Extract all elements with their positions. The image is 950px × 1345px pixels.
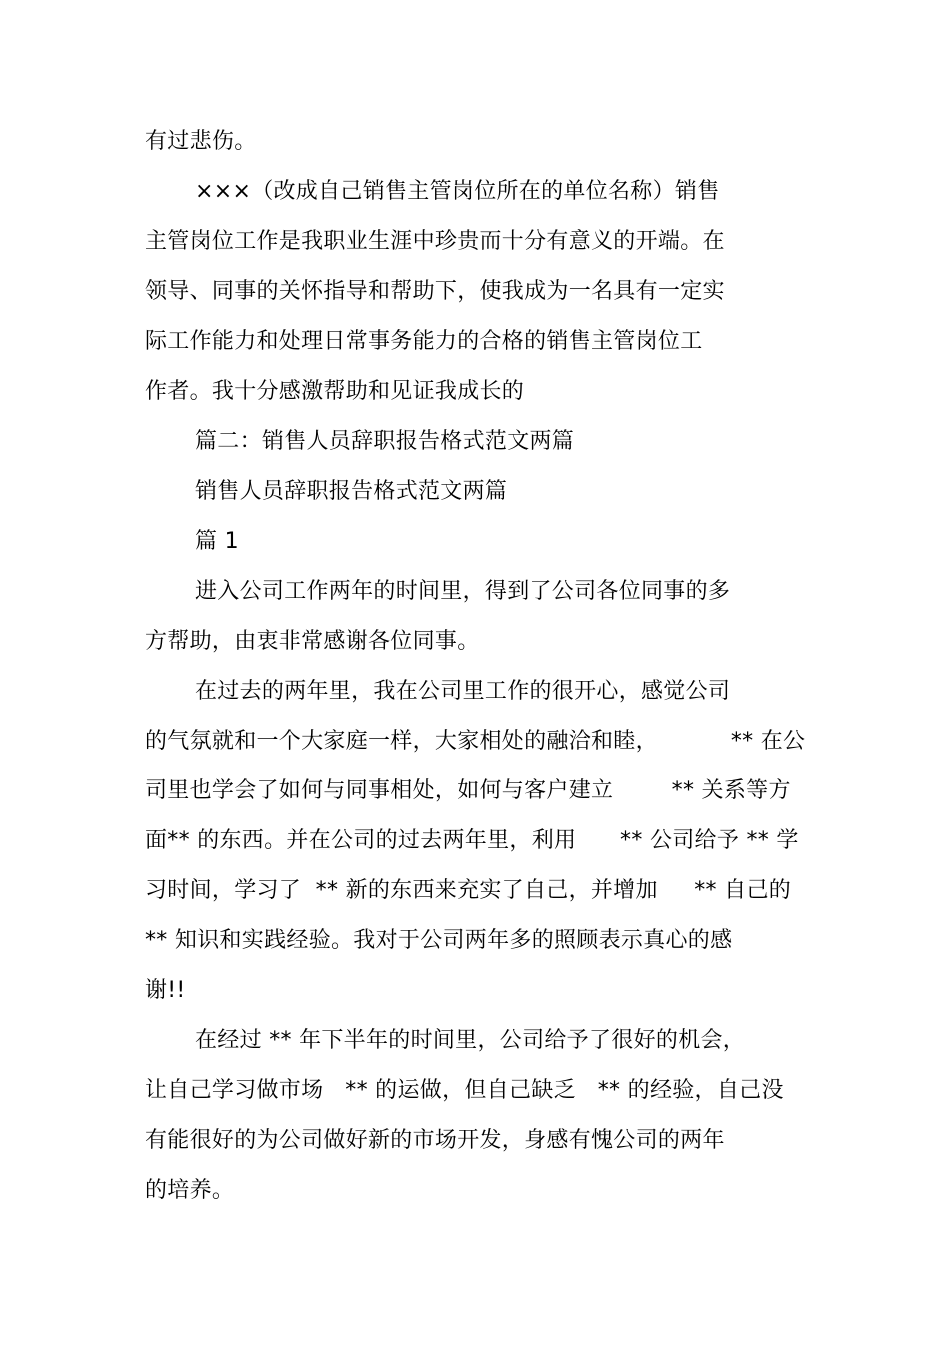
text-line: 际工作能力和处理日常事务能力的合格的销售主管岗位工 — [145, 329, 703, 354]
text-line: 有能很好的为公司做好新的市场开发，身感有愧公司的两年 — [145, 1128, 725, 1153]
text-line: 司里也学会了如何与同事相处，如何与客户建立 ** 关系等方 — [145, 778, 791, 803]
text-line: ** 知识和实践经验。我对于公司两年多的照顾表示真心的感 — [145, 928, 733, 953]
section-heading: 篇二：销售人员辞职报告格式范文两篇 — [195, 429, 575, 454]
text-line: ×××（改成自己销售主管岗位所在的单位名称）销售 — [195, 179, 720, 204]
text-line: 主管岗位工作是我职业生涯中珍贵而十分有意义的开端。在 — [145, 229, 725, 254]
sub-heading: 篇 1 — [195, 529, 239, 554]
text-line: 习时间，学习了 ** 新的东西来充实了自己，并增加 ** 自己的 — [145, 878, 792, 903]
text-line: 领导、同事的关怀指导和帮助下，使我成为一名具有一定实 — [145, 279, 725, 304]
text-line: 让自己学习做市场 ** 的运做，但自己缺乏 ** 的经验，自己没 — [145, 1078, 784, 1103]
document-title: 销售人员辞职报告格式范文两篇 — [195, 479, 508, 504]
text-line: 的气氛就和一个大家庭一样，大家相处的融洽和睦， ** 在公 — [145, 729, 806, 754]
text-line: 面** 的东西。并在公司的过去两年里，利用 ** 公司给予 ** 学 — [145, 828, 799, 853]
text-line: 方帮助，由衷非常感谢各位同事。 — [145, 629, 480, 654]
text-line: 谢!! — [145, 978, 186, 1003]
text-line: 作者。我十分感激帮助和见证我成长的 — [145, 379, 525, 404]
text-line: 在过去的两年里，我在公司里工作的很开心，感觉公司 — [195, 679, 731, 704]
text-line: 的培养。 — [145, 1178, 235, 1203]
text-line: 进入公司工作两年的时间里，得到了公司各位同事的多 — [195, 579, 731, 604]
text-line: 在经过 ** 年下半年的时间里，公司给予了很好的机会， — [195, 1028, 746, 1053]
text-line: 有过悲伤。 — [145, 129, 257, 154]
